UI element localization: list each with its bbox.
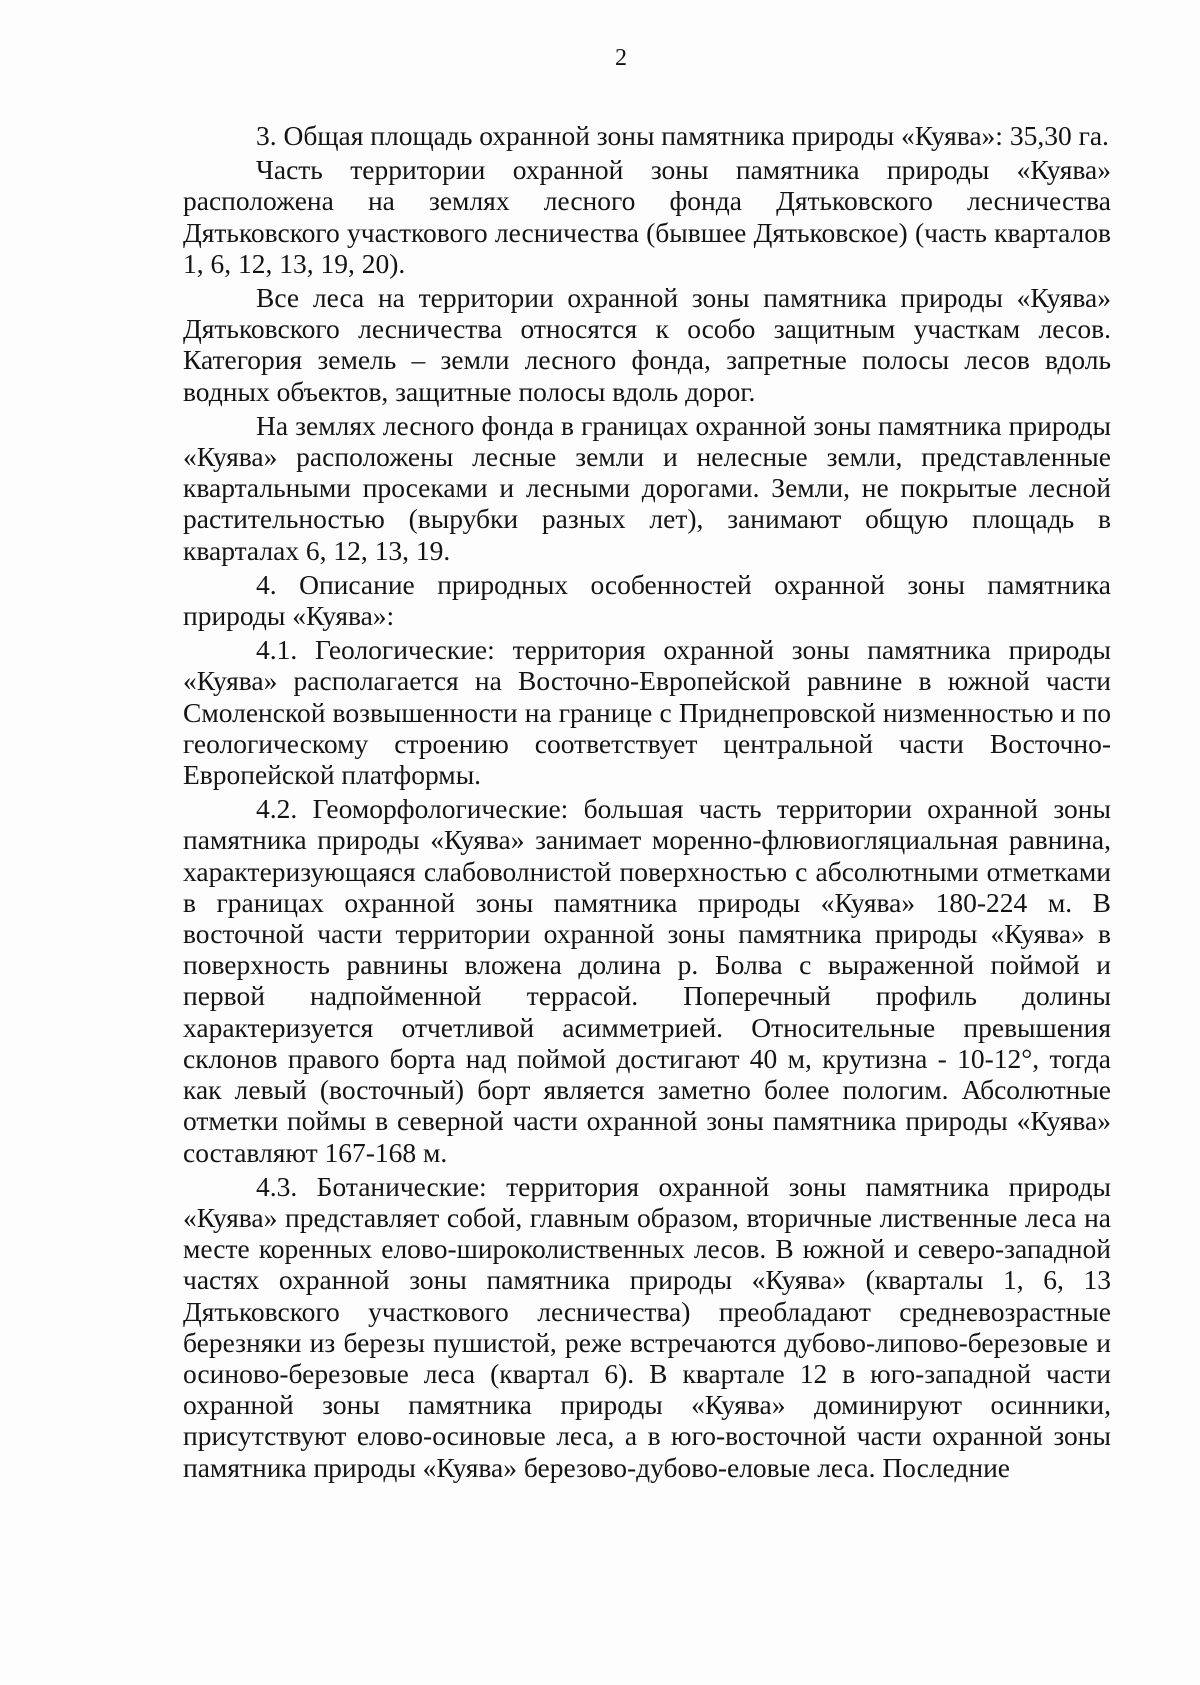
paragraph-forest-fund-lands: Часть территории охранной зоны памятника природы «Куява» расположена на землях лесного фонда Дятьковского лесничества Дятьковского участкового лесничества (бывшее Дятьковское) (часть кварталов 1, 6, 12, 13, 19, 20). bbox=[183, 154, 1111, 279]
paragraph-geological: 4.1. Геологические: территория охранной зоны памятника природы «Куява» располагается на Восточно-Европейской равнине в южной части Смоленской возвышенности на границе с Приднепровской низменностью и по геологическому строению соответствует центральной части Восточно-Европейской платформы. bbox=[183, 634, 1111, 791]
paragraph-botanical: 4.3. Ботанические: территория охранной зоны памятника природы «Куява» представляет собой, главным образом, вторичные лиственные леса на месте коренных елово-широколиственных лесов. В южной и северо-западной частях охранной зоны памятника природы «Куява» (кварталы 1, 6, 13 Дятьковского участкового лесничества) преобладают средневозрастные березняки из березы пушистой, реже встречаются дубово-липово-березовые и осиново-березовые леса (квартал 6). В квартале 12 в юго-западной части охранной зоны памятника природы «Куява» доминируют осинники, присутствуют елово-осиновые леса, а в юго-восточной части охранной зоны памятника природы «Куява» березово-дубово-еловые леса. Последние bbox=[183, 1170, 1111, 1483]
paragraph-land-categories: На землях лесного фонда в границах охранной зоны памятника природы «Куява» расположены лесные земли и нелесные земли, представленные квартальными просеками и лесными дорогами. Земли, не покрытые лесной растительностью (вырубки разных лет), занимают общую площадь в кварталах 6, 12, 13, 19. bbox=[183, 409, 1111, 566]
paragraph-natural-features-heading: 4. Описание природных особенностей охранной зоны памятника природы «Куява»: bbox=[183, 568, 1111, 632]
paragraph-total-area: 3. Общая площадь охранной зоны памятника природы «Куява»: 35,30 га. bbox=[256, 120, 1109, 151]
paragraph-geomorphological: 4.2. Геоморфологические: большая часть территории охранной зоны памятника природы «Куява» занимает моренно-флювиогляциальная равнина, характеризующаяся слабоволнистой поверхностью с абсолютными отметками в границах охранной зоны памятника природы «Куява» 180-224 м. В восточной части территории охранной зоны памятника природы «Куява» в поверхность равнины вложена долина р. Болва с выраженной поймой и первой надпойменной террасой. Поперечный профиль долины характеризуется отчетливой асимметрией. Относительные превышения склонов правого борта над поймой достигают 40 м, крутизна - 10-12°, тогда как левый (восточный) борт является заметно более пологим. Абсолютные отметки поймы в северной части охранной зоны памятника природы «Куява» составляют 167-168 м. bbox=[183, 793, 1111, 1168]
document-body bbox=[183, 120, 1111, 1486]
page-number: 2 bbox=[615, 45, 627, 71]
paragraph-protective-forests: Все леса на территории охранной зоны памятника природы «Куява» Дятьковского лесничества относятся к особо защитным участкам лесов. Категория земель – земли лесного фонда, запретные полосы лесов вдоль водных объектов, защитные полосы вдоль дорог. bbox=[183, 282, 1111, 407]
